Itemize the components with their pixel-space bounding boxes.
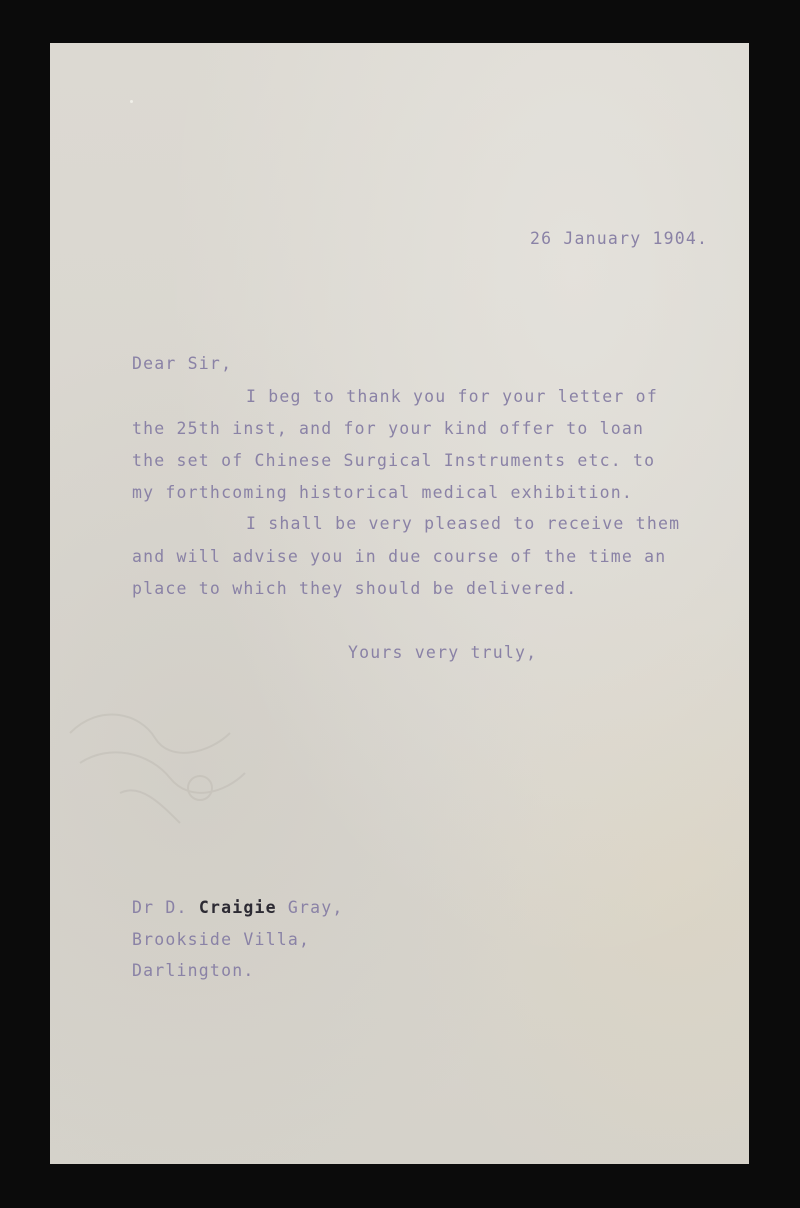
letter-page [50, 43, 749, 1164]
body-line: and will advise you in due course of the time an [132, 547, 667, 566]
body-line: the 25th inst, and for your kind offer to loan [132, 419, 645, 438]
body-line: the set of Chinese Surgical Instruments etc. to [132, 451, 656, 470]
letter-date: 26 January 1904. [530, 229, 709, 248]
body-line: my forthcoming historical medical exhibition. [132, 483, 634, 502]
addressee-name-prefix: Dr D. [132, 898, 188, 917]
addressee-name-bold: Craigie [198, 898, 277, 917]
body-line: I shall be very pleased to receive them [246, 514, 681, 533]
body-line: place to which they should be delivered. [132, 579, 578, 598]
paper-speck [130, 100, 133, 103]
addressee-name-suffix: Gray, [287, 898, 344, 917]
embossed-watermark [60, 693, 260, 843]
letter-closing: Yours very truly, [348, 643, 538, 662]
addressee-address-line1: Brookside Villa, [132, 930, 311, 949]
body-line: I beg to thank you for your letter of [246, 387, 658, 406]
addressee-address-line2: Darlington. [132, 961, 255, 980]
letter-salutation: Dear Sir, [132, 354, 233, 373]
addressee-name [132, 900, 344, 917]
